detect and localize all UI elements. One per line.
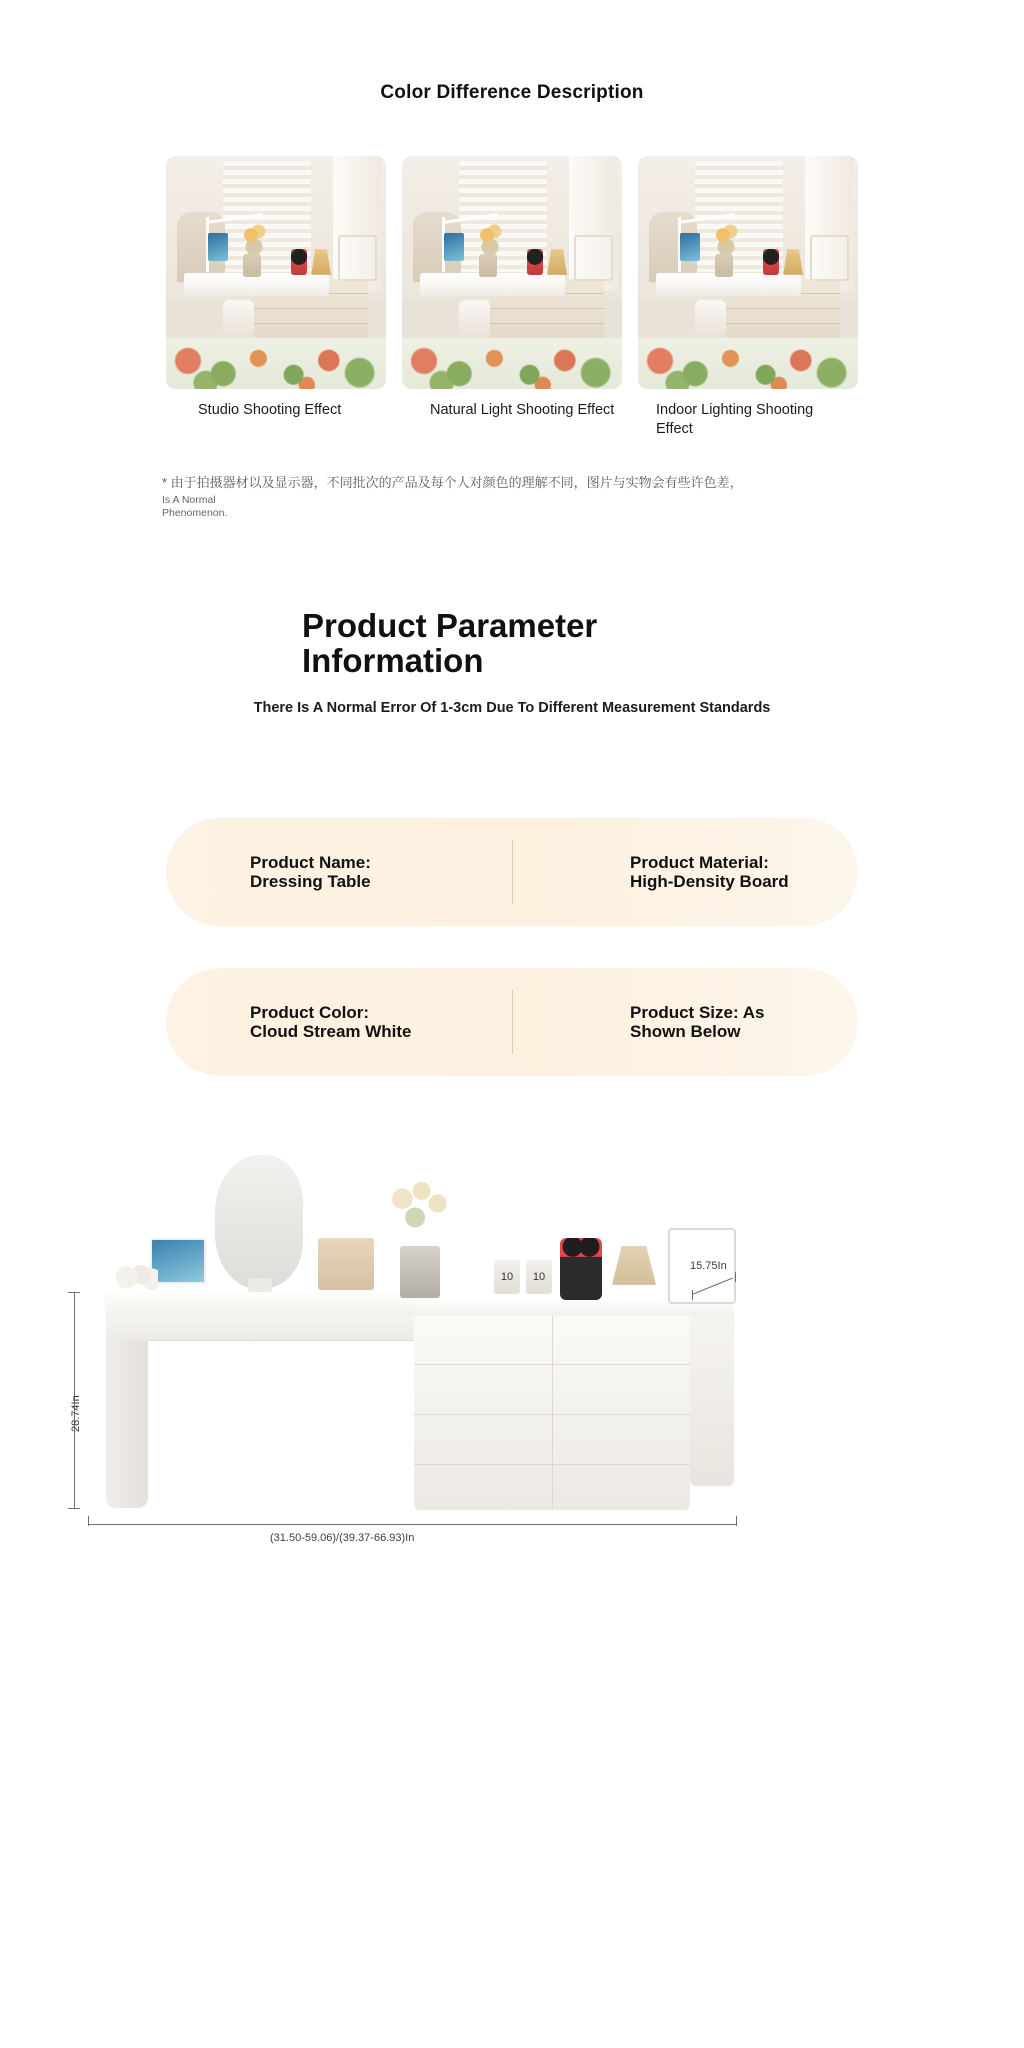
parameter-divider [512, 840, 513, 904]
glass-vase [400, 1246, 440, 1298]
color-disclaimer-en: Is A Normal Phenomenon. [162, 494, 228, 519]
width-measure-cap-right [736, 1516, 737, 1526]
photo-caption: Natural Light Shooting Effect [430, 402, 615, 418]
vanity-leg [106, 1340, 148, 1508]
room-scene-illustration [638, 156, 858, 389]
table-lamp [612, 1246, 656, 1300]
parameter-cell-size [512, 1003, 858, 1042]
photo-card [166, 156, 386, 438]
chest-of-drawers [414, 1316, 690, 1510]
studio-shooting-photo [166, 156, 386, 389]
parameter-subheading: There Is A Normal Error Of 1-3cm Due To Different Measurement Standards [253, 700, 771, 717]
dimension-section [0, 1110, 1024, 1544]
parameter-divider [512, 990, 513, 1054]
number-block-b: 10 [526, 1260, 552, 1294]
parameter-label: Product Material: [630, 852, 769, 872]
mirror-stand [248, 1278, 272, 1292]
width-measure-line [88, 1524, 736, 1525]
parameter-label: Product Size: As [630, 1002, 765, 1022]
room-scene-illustration [166, 156, 386, 389]
parameter-label: Product Color: [250, 1002, 369, 1022]
photo-card [402, 156, 622, 438]
product-parameter-section [0, 609, 1024, 1076]
color-disclaimer [162, 474, 862, 519]
dressing-table-dimension-photo [60, 1120, 964, 1544]
width-measure-label: (31.50-59.06)/(39.37-66.93)In [270, 1532, 415, 1544]
width-measure-cap-left [88, 1516, 89, 1526]
photo-caption: Studio Shooting Effect [198, 402, 342, 418]
photo-card [638, 156, 858, 438]
photo-caption: Indoor Lighting Shooting Effect [656, 402, 814, 437]
parameter-value: High-Density Board [630, 872, 789, 892]
parameter-value: Shown Below [630, 1022, 741, 1042]
parameter-label: Product Name: [250, 852, 371, 872]
number-block-a: 10 [494, 1260, 520, 1294]
depth-measure-cap-left [692, 1290, 693, 1300]
tablet-prop [150, 1238, 206, 1284]
mickey-figurine [560, 1238, 602, 1300]
depth-measure-cap-right [735, 1272, 736, 1282]
vanity-tabletop [106, 1290, 414, 1318]
depth-measure-label: 15.75In [690, 1260, 727, 1272]
color-disclaimer-cn: * 由于拍摄器材以及显示器，不同批次的产品及每个人对颜色的理解不同，图片与实物会有些许色差， [162, 475, 743, 491]
wavy-mirror [212, 1152, 306, 1292]
decor-spheres [116, 1260, 158, 1292]
natural-light-shooting-photo [402, 156, 622, 389]
parameter-cell-material [512, 853, 858, 892]
height-measure-label: 28.74In [70, 1395, 82, 1432]
parameter-value: Dressing Table [250, 872, 371, 892]
parameter-row [166, 818, 858, 926]
chest-side-panel [690, 1316, 734, 1486]
cosmetic-organizer-box [318, 1238, 374, 1290]
room-scene-illustration [402, 156, 622, 389]
height-measure-cap-top [68, 1292, 80, 1293]
parameter-cell-color [166, 1003, 512, 1042]
parameter-cell-name [166, 853, 512, 892]
color-difference-section [0, 0, 1024, 519]
parameter-heading: Product Parameter Information [302, 607, 598, 679]
parameter-value: Cloud Stream White [250, 1022, 412, 1042]
vanity-drawer-front [106, 1316, 414, 1341]
page-title: Color Difference Description [380, 82, 644, 103]
height-measure-cap-bottom [68, 1508, 80, 1509]
indoor-lighting-shooting-photo [638, 156, 858, 389]
photo-row [166, 156, 858, 438]
parameter-row [166, 968, 858, 1076]
